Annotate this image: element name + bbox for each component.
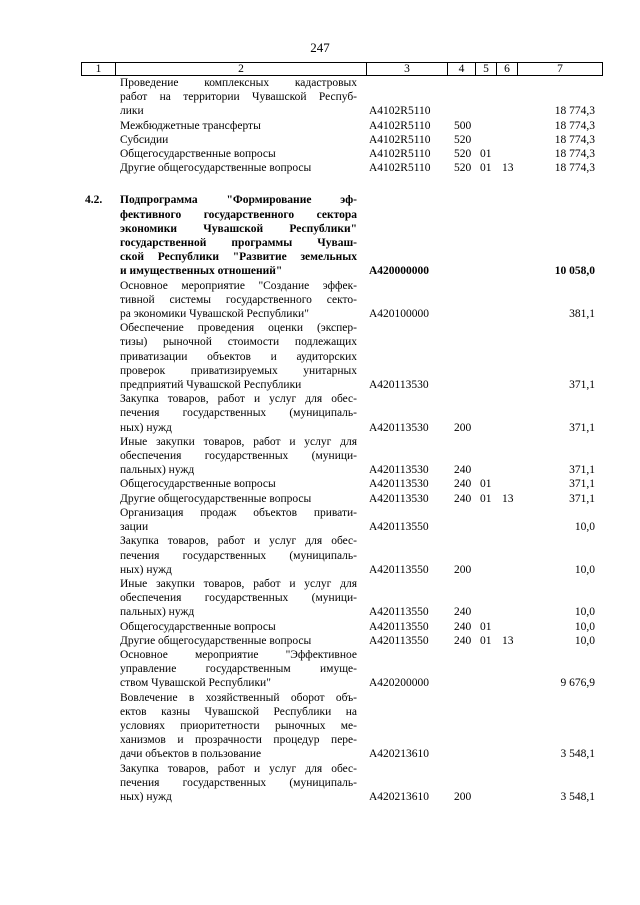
target-code: A420113530 [369, 464, 429, 477]
column-header-row [82, 63, 603, 76]
expense-type-code: 240 [454, 464, 472, 477]
description-line: дачи объектов в пользование [120, 748, 262, 761]
column-header-2: 2 [116, 63, 367, 76]
table-row [0, 506, 640, 534]
expense-type-code: 520 [454, 162, 472, 175]
description-line: тивной системы государственного секто- [120, 293, 357, 306]
budget-table-body [0, 76, 640, 804]
row-description [120, 76, 357, 119]
description-line: Межбюджетные трансферты [120, 119, 261, 132]
expense-type-code: 240 [454, 492, 472, 505]
table-row [0, 577, 640, 620]
target-code: A420113530 [369, 492, 429, 505]
amount: 371,1 [569, 478, 595, 491]
table-row [0, 321, 640, 392]
description-line: обеспечения государственных (муници- [120, 450, 357, 463]
row-description [120, 492, 357, 506]
target-code: A420113530 [369, 379, 429, 392]
description-line: Другие общегосударственные вопросы [120, 162, 312, 175]
table-row [0, 492, 640, 506]
description-line: Проведение комплексных кадастровых [120, 77, 357, 89]
description-line: и имущественных отношений" [120, 265, 283, 278]
row-description [120, 648, 357, 691]
description-line: приватизации объектов и аудиторских [120, 350, 357, 363]
target-code: A420113530 [369, 421, 429, 434]
row-description [120, 392, 357, 435]
description-line: Закупка товаров, работ и услуг для обес- [120, 762, 357, 775]
description-line: ектов казны Чувашской Республики на [120, 705, 357, 718]
description-line: зации [120, 521, 149, 534]
amount: 10,0 [574, 563, 595, 576]
description-line: ных) нужд [120, 421, 172, 434]
row-description [120, 161, 357, 175]
row-description [120, 534, 357, 577]
row-description [120, 477, 357, 491]
row-description [120, 435, 357, 478]
column-header-5: 5 [476, 63, 497, 76]
target-code: A420213610 [369, 748, 430, 761]
amount: 10,0 [574, 634, 595, 647]
section-code: 01 [480, 162, 492, 175]
description-line: ханизмов и прозрачности процедур пере- [120, 734, 357, 747]
expense-type-code: 520 [454, 133, 472, 146]
description-line: предприятий Чувашской Республики [120, 379, 302, 392]
expense-type-code: 240 [454, 620, 472, 633]
amount: 381,1 [569, 308, 595, 321]
section-code: 01 [480, 620, 492, 633]
amount: 371,1 [569, 421, 595, 434]
table-row [0, 193, 640, 278]
target-code: A4102R5110 [369, 148, 431, 161]
section-code: 01 [480, 634, 492, 647]
description-line: лики [120, 105, 144, 118]
target-code: A420000000 [369, 265, 430, 278]
target-code: A4102R5110 [369, 133, 431, 146]
amount: 18 774,3 [554, 119, 595, 132]
description-line: Основное мероприятие "Эффективное [120, 648, 357, 661]
amount: 10,0 [574, 620, 595, 633]
target-code: A4102R5110 [369, 105, 431, 118]
target-code: A4102R5110 [369, 119, 431, 132]
row-description [120, 133, 357, 147]
amount: 371,1 [569, 492, 595, 505]
expense-type-code: 240 [454, 478, 472, 491]
row-description [120, 279, 357, 322]
target-code: A420100000 [369, 308, 430, 321]
description-line: экономики Чувашской Республики" [120, 222, 357, 235]
description-line: проверок приватизируемых унитарных [120, 364, 357, 377]
table-row [0, 279, 640, 322]
description-line: ством Чувашской Республики" [120, 677, 271, 690]
amount: 371,1 [569, 464, 595, 477]
amount: 18 774,3 [554, 162, 595, 175]
amount: 10,0 [574, 521, 595, 534]
description-line: печения государственных (муниципаль- [120, 407, 357, 420]
expense-type-code: 500 [454, 119, 472, 132]
description-line: Закупка товаров, работ и услуг для обес- [120, 393, 357, 406]
table-row [0, 435, 640, 478]
amount: 371,1 [569, 379, 595, 392]
description-line: Вовлечение в хозяйственный оборот объ- [120, 691, 357, 704]
target-code: A420113550 [369, 634, 429, 647]
expense-type-code: 240 [454, 634, 472, 647]
description-line: Другие общегосударственные вопросы [120, 492, 312, 505]
description-line: Общегосударственные вопросы [120, 620, 276, 633]
description-line: работ на территории Чувашской Респуб- [120, 91, 357, 104]
description-line: управление государственным имуще- [120, 663, 357, 676]
description-line: Общегосударственные вопросы [120, 478, 276, 491]
amount: 9 676,9 [560, 677, 595, 690]
description-line: Субсидии [120, 133, 169, 146]
description-line: Организация продаж объектов привати- [120, 506, 357, 519]
table-row [0, 119, 640, 133]
target-code: A420113530 [369, 478, 429, 491]
description-line: ных) нужд [120, 563, 172, 576]
table-row [0, 477, 640, 491]
page-number: 247 [310, 40, 330, 55]
expense-type-code: 200 [454, 790, 472, 803]
description-line: Общегосударственные вопросы [120, 148, 276, 161]
table-row [0, 762, 640, 805]
subsection-code: 13 [502, 162, 514, 175]
amount: 10 058,0 [554, 265, 595, 278]
row-description [120, 147, 357, 161]
section-code: 01 [480, 478, 492, 491]
subsection-code: 13 [502, 634, 514, 647]
amount: 18 774,3 [554, 133, 595, 146]
amount: 18 774,3 [554, 148, 595, 161]
description-line: условиях приоритетности рыночных ме- [120, 719, 357, 732]
target-code: A420113550 [369, 563, 429, 576]
description-line: Обеспечение проведения оценки (экспер- [120, 322, 357, 335]
row-description [120, 634, 357, 648]
row-description [120, 119, 357, 133]
description-line: фективного государственного сектора [120, 208, 357, 221]
section-code: 01 [480, 148, 492, 161]
description-line: Закупка товаров, работ и услуг для обес- [120, 535, 357, 548]
column-header-3: 3 [367, 63, 448, 76]
target-code: A420113550 [369, 620, 429, 633]
table-row [0, 161, 640, 175]
row-description [120, 762, 357, 805]
amount: 3 548,1 [560, 748, 595, 761]
table-row [0, 648, 640, 691]
description-line: пальных) нужд [120, 464, 195, 477]
row-description [120, 506, 357, 534]
table-row [0, 534, 640, 577]
expense-type-code: 240 [454, 606, 472, 619]
expense-type-code: 520 [454, 148, 472, 161]
amount: 3 548,1 [560, 790, 595, 803]
description-line: ра экономики Чувашской Республики" [120, 308, 309, 321]
section-number: 4.2. [85, 194, 103, 207]
column-header-table [81, 62, 603, 76]
column-header-6: 6 [497, 63, 518, 76]
description-line: ской Республики "Развитие земельных [120, 251, 357, 264]
description-line: тизы) рыночной стоимости подлежащих [120, 336, 357, 349]
table-row [0, 691, 640, 762]
description-line: обеспечения государственных (муници- [120, 592, 357, 605]
table-row [0, 634, 640, 648]
column-header-4: 4 [448, 63, 476, 76]
target-code: A420213610 [369, 790, 430, 803]
row-description [120, 620, 357, 634]
amount: 10,0 [574, 606, 595, 619]
section-code: 01 [480, 492, 492, 505]
description-line: Иные закупки товаров, работ и услуг для [120, 435, 357, 448]
column-header-7: 7 [518, 63, 603, 76]
row-description [120, 193, 357, 278]
target-code: A420113550 [369, 521, 429, 534]
row-description [120, 691, 357, 762]
description-line: Другие общегосударственные вопросы [120, 634, 312, 647]
table-row [0, 76, 640, 119]
row-description [120, 321, 357, 392]
target-code: A4102R5110 [369, 162, 431, 175]
description-line: ных) нужд [120, 790, 172, 803]
description-line: Основное мероприятие "Создание эффек- [120, 279, 357, 292]
target-code: A420113550 [369, 606, 429, 619]
description-line: Иные закупки товаров, работ и услуг для [120, 577, 357, 590]
row-description [120, 577, 357, 620]
target-code: A420200000 [369, 677, 430, 690]
amount: 18 774,3 [554, 105, 595, 118]
description-line: печения государственных (муниципаль- [120, 776, 357, 789]
subsection-code: 13 [502, 492, 514, 505]
table-row [0, 392, 640, 435]
description-line: печения государственных (муниципаль- [120, 549, 357, 562]
expense-type-code: 200 [454, 421, 472, 434]
table-row [0, 147, 640, 161]
description-line: Подпрограмма "Формирование эф- [120, 194, 357, 207]
column-header-1: 1 [82, 63, 116, 76]
expense-type-code: 200 [454, 563, 472, 576]
table-row [0, 133, 640, 147]
description-line: пальных) нужд [120, 606, 195, 619]
table-row [0, 620, 640, 634]
row-spacer [0, 175, 640, 193]
description-line: государственной программы Чуваш- [120, 237, 357, 250]
